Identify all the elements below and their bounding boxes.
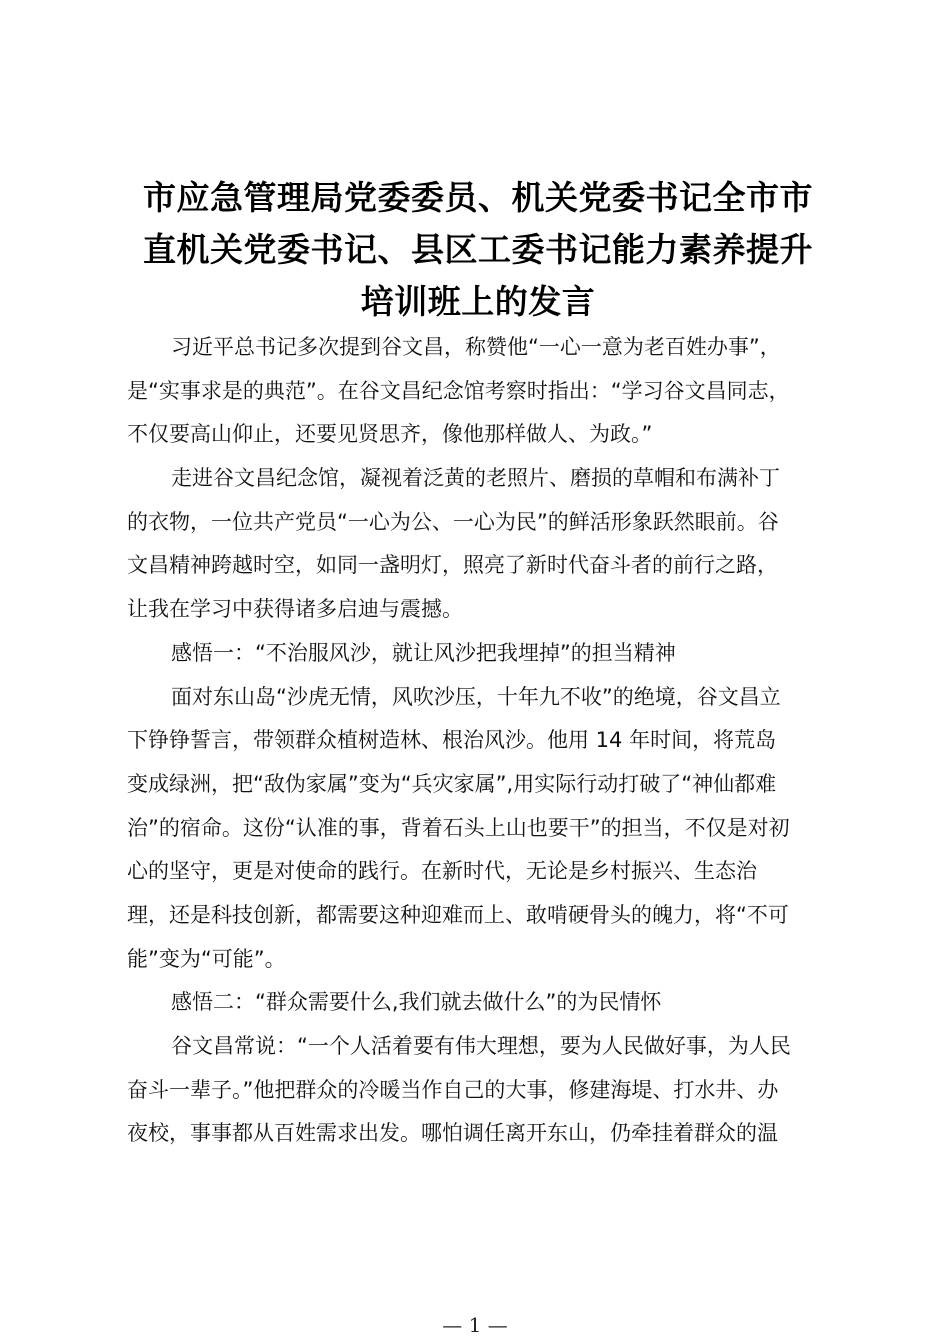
body-line: 的衣物，一位共产党员“一心为公、一心为民”的鲜活形象跃然眼前。谷 bbox=[127, 509, 779, 534]
body-line: 变成绿洲，把“敌伪家属”变为“兵灾家属”,用实际行动打破了“神仙都难 bbox=[127, 771, 777, 796]
title-line: 市应急管理局党委委员、机关党委书记全市市 bbox=[143, 178, 813, 217]
body-line: 不仅要高山仰止，还要见贤思齐，像他那样做人、为政。” bbox=[127, 422, 653, 447]
body-line: 文昌精神跨越时空，如同一盏明灯，照亮了新时代奋斗者的前行之路， bbox=[127, 553, 778, 578]
body-line: 理，还是科技创新，都需要这种迎难而上、敢啃硬骨头的魄力，将“不可 bbox=[127, 902, 789, 927]
document-title bbox=[118, 172, 838, 328]
document-body bbox=[127, 326, 831, 1156]
body-line: 能”变为“可能”。 bbox=[127, 946, 286, 971]
body-line: 是“实事求是的典范”。在谷文昌纪念馆考察时指出：“学习谷文昌同志， bbox=[127, 378, 790, 403]
page-number: — 1 — bbox=[442, 1313, 508, 1337]
section-heading-2: 感悟二：“群众需要什么,我们就去做什么”的为民情怀 bbox=[171, 990, 662, 1015]
body-line: 谷文昌常说：“一个人活着要有伟大理想，要为人民做好事，为人民 bbox=[171, 1034, 791, 1058]
body-line: 奋斗一辈子。”他把群众的冷暖当作自己的大事，修建海堤、打水井、办 bbox=[127, 1077, 779, 1102]
title-line: 直机关党委书记、县区工委书记能力素养提升 bbox=[143, 230, 813, 269]
body-line: 让我在学习中获得诸多启迪与震撼。 bbox=[127, 597, 463, 622]
body-line: 夜校，事事都从百姓需求出发。哪怕调任离开东山，仍牵挂着群众的温 bbox=[127, 1121, 778, 1146]
body-line: 走进谷文昌纪念馆，凝视着泛黄的老照片、磨损的草帽和布满补丁 bbox=[171, 466, 780, 491]
body-line: 心的坚守，更是对使命的践行。在新时代，无论是乡村振兴、生态治 bbox=[127, 859, 757, 884]
body-line: 下铮铮誓言，带领群众植树造林、根治风沙。他用 14 年时间，将荒岛 bbox=[127, 728, 777, 753]
body-line: 治”的宿命。这份“认准的事，背着石头上山也要干”的担当，不仅是对初 bbox=[127, 815, 790, 840]
body-line: 习近平总书记多次提到谷文昌，称赞他“一心一意为老百姓办事”， bbox=[171, 335, 781, 359]
body-line: 面对东山岛“沙虎无情，风吹沙压，十年九不收”的绝境，谷文昌立 bbox=[171, 684, 781, 709]
section-heading-1: 感悟一：“不治服风沙，就让风沙把我埋掉”的担当精神 bbox=[171, 640, 676, 665]
title-line: 培训班上的发言 bbox=[360, 282, 596, 321]
